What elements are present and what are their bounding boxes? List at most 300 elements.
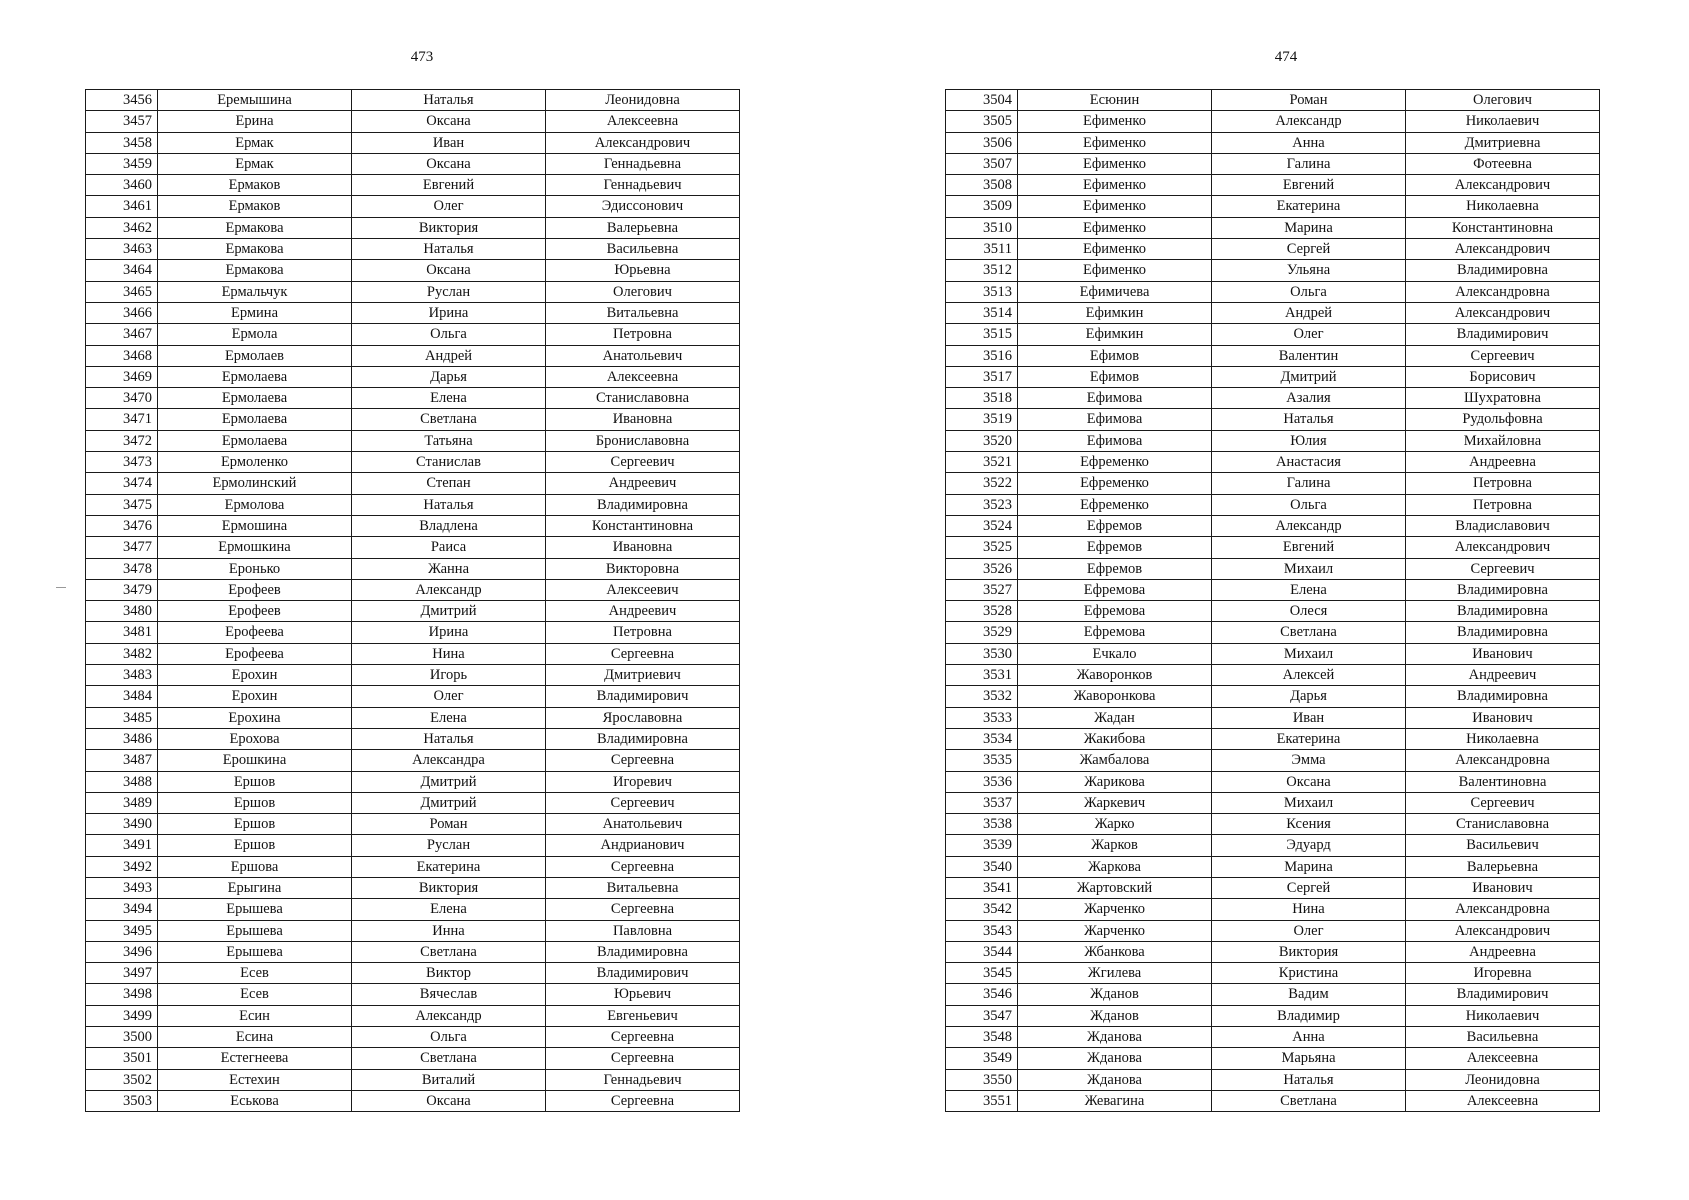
record-number-cell: 3516	[946, 345, 1018, 366]
patronymic-cell: Сергеевна	[546, 1027, 740, 1048]
patronymic-cell: Андреевич	[546, 601, 740, 622]
record-number-cell: 3488	[86, 771, 158, 792]
patronymic-cell: Александровна	[1406, 281, 1600, 302]
surname-cell: Ермальчук	[158, 281, 352, 302]
record-number-cell: 3507	[946, 153, 1018, 174]
record-number-cell: 3551	[946, 1090, 1018, 1111]
surname-cell: Ермолаева	[158, 430, 352, 451]
record-number-cell: 3541	[946, 877, 1018, 898]
record-number-cell: 3466	[86, 302, 158, 323]
first-name-cell: Оксана	[352, 1090, 546, 1111]
first-name-cell: Алексей	[1212, 665, 1406, 686]
first-name-cell: Раиса	[352, 537, 546, 558]
patronymic-cell: Владимировна	[1406, 622, 1600, 643]
record-number-cell: 3504	[946, 90, 1018, 111]
first-name-cell: Оксана	[352, 260, 546, 281]
patronymic-cell: Витальевна	[546, 302, 740, 323]
table-row	[86, 707, 740, 728]
surname-cell: Ермолаева	[158, 409, 352, 430]
table-row	[946, 1005, 1600, 1026]
patronymic-cell: Геннадьевич	[546, 175, 740, 196]
surname-cell: Ефремова	[1018, 579, 1212, 600]
table-row	[946, 388, 1600, 409]
patronymic-cell: Анатольевич	[546, 345, 740, 366]
surname-cell: Ермолова	[158, 494, 352, 515]
record-number-cell: 3509	[946, 196, 1018, 217]
first-name-cell: Нина	[1212, 899, 1406, 920]
first-name-cell: Кристина	[1212, 963, 1406, 984]
record-number-cell: 3489	[86, 792, 158, 813]
surname-cell: Ефимов	[1018, 366, 1212, 387]
surname-cell: Жартовский	[1018, 877, 1212, 898]
first-name-cell: Азалия	[1212, 388, 1406, 409]
patronymic-cell: Валерьевна	[546, 217, 740, 238]
surname-cell: Ерохова	[158, 728, 352, 749]
table-row	[946, 217, 1600, 238]
first-name-cell: Светлана	[1212, 622, 1406, 643]
first-name-cell: Ольга	[352, 1027, 546, 1048]
first-name-cell: Владлена	[352, 515, 546, 536]
record-number-cell: 3481	[86, 622, 158, 643]
surname-cell: Ефименко	[1018, 196, 1212, 217]
record-number-cell: 3527	[946, 579, 1018, 600]
table-row	[946, 345, 1600, 366]
surname-cell: Ершова	[158, 856, 352, 877]
table-row	[86, 941, 740, 962]
patronymic-cell: Алексеевна	[1406, 1048, 1600, 1069]
patronymic-cell: Алексеевна	[546, 366, 740, 387]
surname-cell: Ермина	[158, 302, 352, 323]
first-name-cell: Андрей	[1212, 302, 1406, 323]
record-number-cell: 3501	[86, 1048, 158, 1069]
first-name-cell: Андрей	[352, 345, 546, 366]
surname-cell: Ефименко	[1018, 239, 1212, 260]
surname-cell: Ефимкин	[1018, 324, 1212, 345]
record-number-cell: 3468	[86, 345, 158, 366]
surname-cell: Жаркова	[1018, 856, 1212, 877]
surname-cell: Ефименко	[1018, 260, 1212, 281]
record-number-cell: 3528	[946, 601, 1018, 622]
surname-cell: Ермолаев	[158, 345, 352, 366]
patronymic-cell: Николаевна	[1406, 196, 1600, 217]
table-row	[946, 409, 1600, 430]
first-name-cell: Виктория	[1212, 941, 1406, 962]
table-row	[946, 707, 1600, 728]
table-row	[946, 153, 1600, 174]
record-number-cell: 3479	[86, 579, 158, 600]
patronymic-cell: Сергеевна	[546, 643, 740, 664]
register-table-body	[86, 90, 740, 1112]
table-row	[86, 920, 740, 941]
record-number-cell: 3529	[946, 622, 1018, 643]
table-row	[946, 452, 1600, 473]
patronymic-cell: Иванович	[1406, 877, 1600, 898]
table-row	[86, 963, 740, 984]
patronymic-cell: Владимирович	[546, 963, 740, 984]
table-row	[946, 302, 1600, 323]
surname-cell: Ефремов	[1018, 537, 1212, 558]
first-name-cell: Олег	[352, 196, 546, 217]
table-row	[946, 239, 1600, 260]
patronymic-cell: Александровна	[1406, 899, 1600, 920]
record-number-cell: 3544	[946, 941, 1018, 962]
surname-cell: Ефимова	[1018, 409, 1212, 430]
table-row	[946, 856, 1600, 877]
record-number-cell: 3476	[86, 515, 158, 536]
surname-cell: Ермаков	[158, 175, 352, 196]
patronymic-cell: Ярославовна	[546, 707, 740, 728]
first-name-cell: Светлана	[352, 1048, 546, 1069]
table-row	[86, 835, 740, 856]
patronymic-cell: Петровна	[546, 622, 740, 643]
record-number-cell: 3533	[946, 707, 1018, 728]
surname-cell: Ермолаева	[158, 366, 352, 387]
first-name-cell: Ирина	[352, 302, 546, 323]
patronymic-cell: Юрьевич	[546, 984, 740, 1005]
surname-cell: Ефимкин	[1018, 302, 1212, 323]
surname-cell: Жаркевич	[1018, 792, 1212, 813]
patronymic-cell: Андреевна	[1406, 452, 1600, 473]
first-name-cell: Екатерина	[1212, 196, 1406, 217]
table-row	[86, 430, 740, 451]
surname-cell: Ермакова	[158, 239, 352, 260]
patronymic-cell: Викторовна	[546, 558, 740, 579]
record-number-cell: 3492	[86, 856, 158, 877]
table-row	[946, 196, 1600, 217]
patronymic-cell: Владимировна	[546, 494, 740, 515]
record-number-cell: 3506	[946, 132, 1018, 153]
record-number-cell: 3459	[86, 153, 158, 174]
surname-cell: Ермошина	[158, 515, 352, 536]
record-number-cell: 3471	[86, 409, 158, 430]
surname-cell: Ерофеев	[158, 601, 352, 622]
patronymic-cell: Константиновна	[1406, 217, 1600, 238]
first-name-cell: Оксана	[352, 111, 546, 132]
patronymic-cell: Владиславович	[1406, 515, 1600, 536]
table-row	[86, 792, 740, 813]
record-number-cell: 3548	[946, 1027, 1018, 1048]
patronymic-cell: Ивановна	[546, 537, 740, 558]
patronymic-cell: Александровна	[1406, 750, 1600, 771]
table-row	[86, 856, 740, 877]
record-number-cell: 3502	[86, 1069, 158, 1090]
patronymic-cell: Алексеевна	[1406, 1090, 1600, 1111]
record-number-cell: 3467	[86, 324, 158, 345]
table-row	[946, 111, 1600, 132]
record-number-cell: 3458	[86, 132, 158, 153]
surname-cell: Жбанкова	[1018, 941, 1212, 962]
table-row	[86, 175, 740, 196]
table-row	[86, 537, 740, 558]
first-name-cell: Александр	[1212, 111, 1406, 132]
first-name-cell: Елена	[352, 899, 546, 920]
first-name-cell: Марина	[1212, 856, 1406, 877]
surname-cell: Жарченко	[1018, 920, 1212, 941]
first-name-cell: Олег	[1212, 324, 1406, 345]
table-row	[86, 302, 740, 323]
surname-cell: Ерошкина	[158, 750, 352, 771]
table-row	[946, 281, 1600, 302]
table-row	[86, 579, 740, 600]
first-name-cell: Ольга	[352, 324, 546, 345]
surname-cell: Ерышева	[158, 941, 352, 962]
register-table	[85, 89, 740, 1112]
surname-cell: Жакибова	[1018, 728, 1212, 749]
table-row	[86, 728, 740, 749]
first-name-cell: Александр	[352, 1005, 546, 1026]
surname-cell: Ефимов	[1018, 345, 1212, 366]
surname-cell: Ермак	[158, 153, 352, 174]
first-name-cell: Наталья	[352, 239, 546, 260]
patronymic-cell: Юрьевна	[546, 260, 740, 281]
record-number-cell: 3539	[946, 835, 1018, 856]
first-name-cell: Дмитрий	[1212, 366, 1406, 387]
record-number-cell: 3498	[86, 984, 158, 1005]
table-row	[946, 1069, 1600, 1090]
surname-cell: Ерина	[158, 111, 352, 132]
patronymic-cell: Анатольевич	[546, 814, 740, 835]
patronymic-cell: Сергеевич	[1406, 345, 1600, 366]
first-name-cell: Татьяна	[352, 430, 546, 451]
patronymic-cell: Владимировна	[1406, 579, 1600, 600]
surname-cell: Естехин	[158, 1069, 352, 1090]
patronymic-cell: Андреевна	[1406, 941, 1600, 962]
patronymic-cell: Эдиссонович	[546, 196, 740, 217]
surname-cell: Жамбалова	[1018, 750, 1212, 771]
record-number-cell: 3477	[86, 537, 158, 558]
surname-cell: Ершов	[158, 792, 352, 813]
surname-cell: Ефимова	[1018, 388, 1212, 409]
record-number-cell: 3536	[946, 771, 1018, 792]
left-page	[0, 0, 844, 1200]
table-row	[86, 217, 740, 238]
record-number-cell: 3503	[86, 1090, 158, 1111]
surname-cell: Ефремова	[1018, 622, 1212, 643]
patronymic-cell: Сергеевна	[546, 1048, 740, 1069]
patronymic-cell: Олегович	[546, 281, 740, 302]
surname-cell: Ефименко	[1018, 132, 1212, 153]
patronymic-cell: Сергеевич	[546, 792, 740, 813]
table-row	[946, 132, 1600, 153]
record-number-cell: 3526	[946, 558, 1018, 579]
first-name-cell: Михаил	[1212, 558, 1406, 579]
record-number-cell: 3513	[946, 281, 1018, 302]
surname-cell: Жданова	[1018, 1027, 1212, 1048]
first-name-cell: Елена	[352, 707, 546, 728]
table-row	[946, 1090, 1600, 1111]
record-number-cell: 3523	[946, 494, 1018, 515]
surname-cell: Естегнеева	[158, 1048, 352, 1069]
surname-cell: Ерохин	[158, 665, 352, 686]
table-row	[946, 792, 1600, 813]
record-number-cell: 3512	[946, 260, 1018, 281]
record-number-cell: 3542	[946, 899, 1018, 920]
patronymic-cell: Сергеевич	[1406, 792, 1600, 813]
patronymic-cell: Михайловна	[1406, 430, 1600, 451]
first-name-cell: Наталья	[1212, 1069, 1406, 1090]
record-number-cell: 3511	[946, 239, 1018, 260]
table-row	[86, 494, 740, 515]
page-number: 474	[1274, 49, 1298, 65]
surname-cell: Жарикова	[1018, 771, 1212, 792]
record-number-cell: 3464	[86, 260, 158, 281]
table-row	[946, 877, 1600, 898]
first-name-cell: Руслан	[352, 835, 546, 856]
surname-cell: Жданов	[1018, 1005, 1212, 1026]
patronymic-cell: Валентиновна	[1406, 771, 1600, 792]
first-name-cell: Светлана	[1212, 1090, 1406, 1111]
surname-cell: Ерофеева	[158, 643, 352, 664]
table-row	[946, 835, 1600, 856]
patronymic-cell: Владимирович	[546, 686, 740, 707]
first-name-cell: Екатерина	[1212, 728, 1406, 749]
record-number-cell: 3543	[946, 920, 1018, 941]
first-name-cell: Светлана	[352, 409, 546, 430]
first-name-cell: Степан	[352, 473, 546, 494]
first-name-cell: Евгений	[352, 175, 546, 196]
table-row	[946, 643, 1600, 664]
first-name-cell: Елена	[1212, 579, 1406, 600]
surname-cell: Ерофеева	[158, 622, 352, 643]
table-row	[86, 260, 740, 281]
record-number-cell: 3486	[86, 728, 158, 749]
table-row	[946, 899, 1600, 920]
patronymic-cell: Сергеевич	[546, 452, 740, 473]
record-number-cell: 3500	[86, 1027, 158, 1048]
table-row	[86, 281, 740, 302]
table-row	[86, 111, 740, 132]
surname-cell: Ерофеев	[158, 579, 352, 600]
table-row	[86, 473, 740, 494]
record-number-cell: 3525	[946, 537, 1018, 558]
surname-cell: Ерохина	[158, 707, 352, 728]
table-row	[86, 515, 740, 536]
record-number-cell: 3470	[86, 388, 158, 409]
patronymic-cell: Иванович	[1406, 643, 1600, 664]
record-number-cell: 3545	[946, 963, 1018, 984]
first-name-cell: Дарья	[1212, 686, 1406, 707]
table-row	[946, 622, 1600, 643]
record-number-cell: 3484	[86, 686, 158, 707]
first-name-cell: Олеся	[1212, 601, 1406, 622]
record-number-cell: 3478	[86, 558, 158, 579]
table-row	[946, 579, 1600, 600]
surname-cell: Ефремов	[1018, 558, 1212, 579]
table-row	[86, 153, 740, 174]
first-name-cell: Эдуард	[1212, 835, 1406, 856]
first-name-cell: Анна	[1212, 132, 1406, 153]
first-name-cell: Виктор	[352, 963, 546, 984]
first-name-cell: Виктория	[352, 877, 546, 898]
first-name-cell: Галина	[1212, 473, 1406, 494]
patronymic-cell: Александрович	[1406, 537, 1600, 558]
first-name-cell: Валентин	[1212, 345, 1406, 366]
record-number-cell: 3546	[946, 984, 1018, 1005]
table-row	[86, 388, 740, 409]
surname-cell: Еськова	[158, 1090, 352, 1111]
patronymic-cell: Владимирович	[1406, 984, 1600, 1005]
first-name-cell: Владимир	[1212, 1005, 1406, 1026]
table-row	[86, 1027, 740, 1048]
surname-cell: Ефимичева	[1018, 281, 1212, 302]
first-name-cell: Иван	[352, 132, 546, 153]
first-name-cell: Александр	[352, 579, 546, 600]
surname-cell: Ерохин	[158, 686, 352, 707]
table-row	[946, 1048, 1600, 1069]
patronymic-cell: Брониславовна	[546, 430, 740, 451]
patronymic-cell: Игоревна	[1406, 963, 1600, 984]
first-name-cell: Оксана	[352, 153, 546, 174]
surname-cell: Есев	[158, 963, 352, 984]
first-name-cell: Александр	[1212, 515, 1406, 536]
table-row	[86, 366, 740, 387]
patronymic-cell: Владимировна	[546, 728, 740, 749]
patronymic-cell: Владимировна	[1406, 260, 1600, 281]
table-row	[946, 920, 1600, 941]
record-number-cell: 3549	[946, 1048, 1018, 1069]
surname-cell: Жаворонкова	[1018, 686, 1212, 707]
record-number-cell: 3514	[946, 302, 1018, 323]
patronymic-cell: Станиславовна	[1406, 814, 1600, 835]
table-row	[86, 558, 740, 579]
table-row	[946, 537, 1600, 558]
patronymic-cell: Леонидовна	[1406, 1069, 1600, 1090]
patronymic-cell: Евгеньевич	[546, 1005, 740, 1026]
surname-cell: Ермак	[158, 132, 352, 153]
surname-cell: Есюнин	[1018, 90, 1212, 111]
record-number-cell: 3521	[946, 452, 1018, 473]
first-name-cell: Роман	[352, 814, 546, 835]
patronymic-cell: Петровна	[1406, 494, 1600, 515]
patronymic-cell: Андреевич	[1406, 665, 1600, 686]
first-name-cell: Виктория	[352, 217, 546, 238]
patronymic-cell: Александрович	[546, 132, 740, 153]
surname-cell: Ефремов	[1018, 515, 1212, 536]
first-name-cell: Роман	[1212, 90, 1406, 111]
table-row	[86, 1048, 740, 1069]
table-row	[86, 665, 740, 686]
table-row	[86, 1090, 740, 1111]
patronymic-cell: Дмитриевич	[546, 665, 740, 686]
first-name-cell: Ирина	[352, 622, 546, 643]
first-name-cell: Вадим	[1212, 984, 1406, 1005]
first-name-cell: Анна	[1212, 1027, 1406, 1048]
surname-cell: Жданов	[1018, 984, 1212, 1005]
patronymic-cell: Александрович	[1406, 175, 1600, 196]
table-row	[86, 686, 740, 707]
record-number-cell: 3463	[86, 239, 158, 260]
record-number-cell: 3473	[86, 452, 158, 473]
table-row	[86, 132, 740, 153]
patronymic-cell: Владимировна	[546, 941, 740, 962]
patronymic-cell: Николаевич	[1406, 1005, 1600, 1026]
surname-cell: Жарков	[1018, 835, 1212, 856]
table-row	[946, 665, 1600, 686]
first-name-cell: Михаил	[1212, 643, 1406, 664]
record-number-cell: 3517	[946, 366, 1018, 387]
record-number-cell: 3532	[946, 686, 1018, 707]
table-row	[86, 1005, 740, 1026]
table-row	[86, 899, 740, 920]
record-number-cell: 3491	[86, 835, 158, 856]
patronymic-cell: Сергеевич	[1406, 558, 1600, 579]
first-name-cell: Нина	[352, 643, 546, 664]
record-number-cell: 3475	[86, 494, 158, 515]
surname-cell: Ермола	[158, 324, 352, 345]
patronymic-cell: Сергеевна	[546, 899, 740, 920]
surname-cell: Ефременко	[1018, 452, 1212, 473]
table-row	[946, 90, 1600, 111]
